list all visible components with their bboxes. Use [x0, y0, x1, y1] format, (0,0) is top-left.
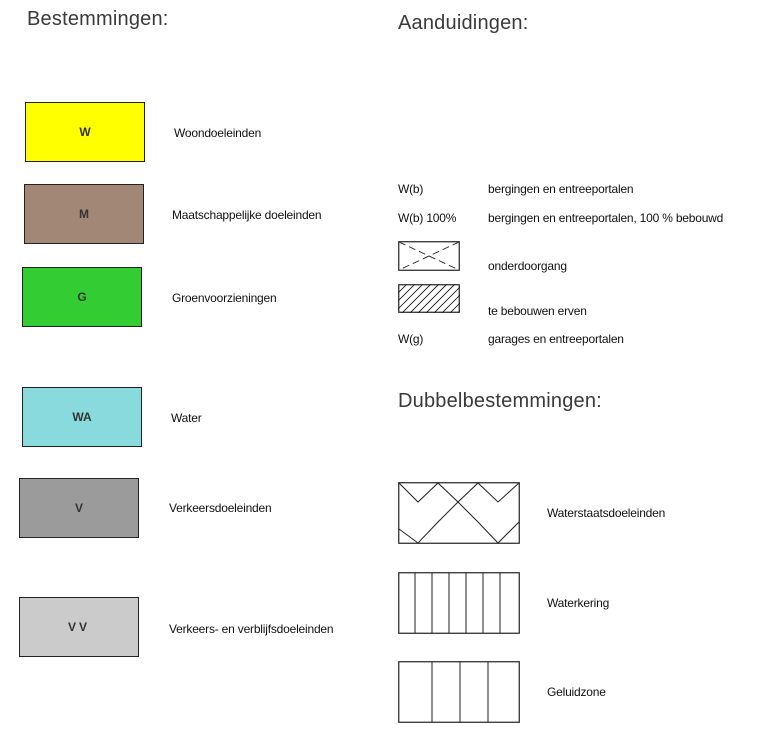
label-waterstaatsdoeleinden: Waterstaatsdoeleinden — [547, 506, 666, 520]
code-wb-100: W(b) 100% — [398, 211, 457, 225]
heading-bestemmingen: Bestemmingen: — [27, 8, 169, 30]
swatch-groenvoorzieningen: G — [22, 267, 142, 327]
wide-stripes-pattern-icon — [398, 661, 520, 723]
label-wg: garages en entreeportalen — [488, 332, 624, 346]
heading-dubbelbestemmingen: Dubbelbestemmingen: — [398, 390, 602, 412]
narrow-stripes-pattern-icon — [398, 572, 520, 634]
heading-aanduidingen: Aanduidingen: — [398, 12, 529, 34]
label-water: Water — [171, 411, 202, 425]
label-geluidzone: Geluidzone — [547, 685, 606, 699]
label-groenvoorzieningen: Groenvoorzieningen — [172, 291, 277, 305]
swatch-water: WA — [22, 387, 142, 447]
label-verkeersdoeleinden: Verkeersdoeleinden — [169, 501, 272, 515]
zigzag-pattern-icon — [398, 482, 520, 544]
label-te-bebouwen-erven: te bebouwen erven — [488, 304, 587, 318]
swatch-verkeersdoeleinden: V — [19, 478, 139, 538]
code-wg: W(g) — [398, 332, 424, 346]
label-wb: bergingen en entreeportalen — [488, 182, 634, 196]
label-verkeers-en-verblijfsdoeleinden: Verkeers- en verblijfsdoeleinden — [169, 622, 334, 636]
cross-box-icon — [398, 241, 460, 271]
label-wb-100: bergingen en entreeportalen, 100 % bebouwd — [488, 211, 724, 225]
swatch-verkeers-en-verblijfsdoeleinden: VV — [19, 597, 139, 657]
label-waterkering: Waterkering — [547, 596, 610, 610]
swatch-woondoeleinden: W — [25, 102, 145, 162]
label-woondoeleinden: Woondoeleinden — [174, 126, 262, 140]
label-onderdoorgang: onderdoorgang — [488, 259, 567, 273]
code-wb: W(b) — [398, 182, 424, 196]
label-maatschappelijke-doeleinden: Maatschappelijke doeleinden — [172, 208, 322, 222]
swatch-maatschappelijke-doeleinden: M — [24, 184, 144, 244]
hatched-box-icon — [398, 284, 460, 313]
